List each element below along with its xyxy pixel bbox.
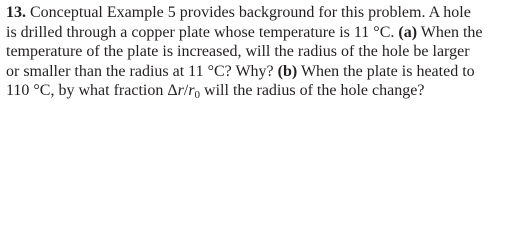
fraction-expression: $\Delta r/r_0$ bbox=[167, 82, 201, 102]
part-b-label: (b) bbox=[277, 62, 298, 80]
problem-line-3 bbox=[6, 42, 522, 62]
part-a-text-3: or smaller than the radius at 11 °C? Why? bbox=[6, 62, 274, 80]
part-b-text-1: When the plate is heated to bbox=[300, 62, 475, 80]
part-a-text-2: temperature of the plate is increased, will the radius of the hole be larger bbox=[6, 43, 470, 61]
part-a-text-1: When the bbox=[420, 23, 483, 41]
problem-line-1 bbox=[6, 3, 522, 23]
problem-intro-part-2: is drilled through a copper plate whose temperature is 11 °C. bbox=[6, 23, 395, 41]
problem-line-2 bbox=[6, 23, 522, 43]
part-b-text-3: will the radius of the hole change? bbox=[204, 82, 425, 100]
problem-13 bbox=[6, 3, 522, 101]
problem-intro-part-1: Conceptual Example 5 provides background for this problem. A hole bbox=[30, 4, 471, 21]
part-b-text-2: 110 °C, by what fraction bbox=[6, 82, 164, 100]
problem-line-5 bbox=[6, 81, 522, 101]
part-a-label: (a) bbox=[398, 23, 418, 41]
problem-line-4 bbox=[6, 62, 522, 82]
problem-number: 13. bbox=[6, 4, 26, 21]
